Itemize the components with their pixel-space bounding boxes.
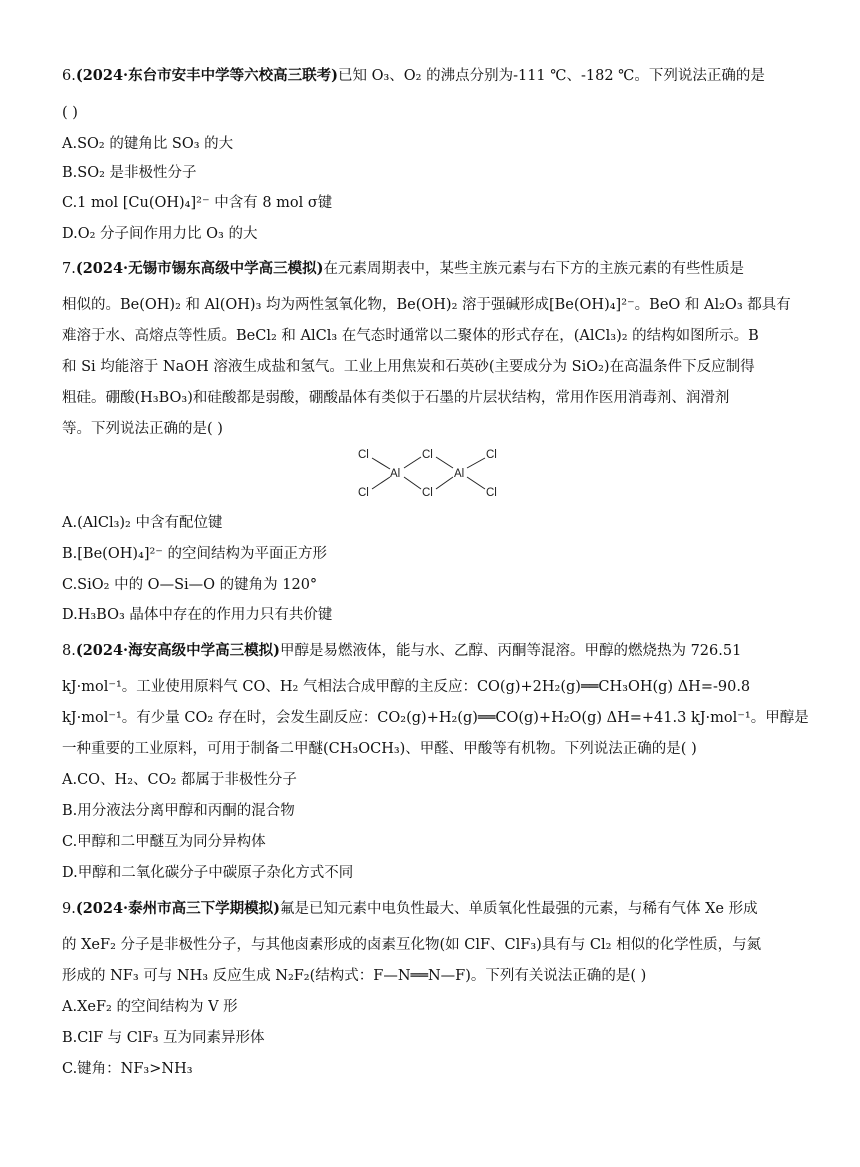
bond-3 [404, 457, 421, 468]
q9-stem-line-1 [62, 899, 758, 919]
q8-option-d: D.甲醇和二氧化碳分子中碳原子杂化方式不同 [62, 865, 354, 881]
diagram-cl-bottom-left: Cl [358, 487, 369, 499]
q7-stem-line-1 [62, 259, 744, 279]
q7-source: (2024·无锡市锡东高级中学高三模拟) [75, 260, 324, 277]
bond-4 [404, 477, 421, 489]
q6-stem [62, 66, 765, 86]
q8-source: (2024·海安高级中学高三模拟) [75, 642, 280, 659]
q7-stem-line-3: 难溶于水、高熔点等性质。BeCl₂ 和 AlCl₃ 在气态时通常以二聚体的形式存在，(AlCl₃)₂ 的结构如图所示。B [62, 328, 759, 344]
q8-stem-line-1 [62, 641, 741, 661]
q8-option-b: B.用分液法分离甲醇和丙酮的混合物 [62, 803, 295, 819]
q9-option-b: B.ClF 与 ClF₃ 互为同素异形体 [62, 1030, 265, 1046]
q7-stem-line-4: 和 Si 均能溶于 NaOH 溶液生成盐和氢气。工业上用焦炭和石英砂(主要成分为 SiO₂)在高温条件下反应制得 [62, 359, 755, 375]
bond-5 [436, 457, 453, 468]
q7-stem-line-6: 等。下列说法正确的是( ) [62, 421, 223, 437]
q7-option-c: C.SiO₂ 中的 O—Si—O 的键角为 120° [62, 577, 318, 593]
q6-stem-text: 已知 O₃、O₂ 的沸点分别为-111 ℃、-182 ℃。下列说法正确的是 [337, 68, 765, 84]
q7-option-a: A.(AlCl₃)₂ 中含有配位键 [62, 515, 223, 531]
bond-8 [467, 477, 485, 489]
q9-option-a: A.XeF₂ 的空间结构为 V 形 [62, 999, 238, 1015]
q8-text-1: 甲醇是易燃液体，能与水、乙醇、丙酮等混溶。甲醇的燃烧热为 726.51 [279, 643, 742, 659]
q8-stem-line-4: 一种重要的工业原料，可用于制备二甲醚(CH₃OCH₃)、甲醛、甲酸等有机物。下列说法正确的是( ) [62, 741, 697, 757]
q9-option-c: C.键角：NF₃>NH₃ [62, 1061, 193, 1077]
diagram-cl-top-left: Cl [358, 449, 369, 461]
q9-stem-line-2: 的 XeF₂ 分子是非极性分子，与其他卤素形成的卤素互化物(如 ClF、ClF₃)具有与 Cl₂ 相似的化学性质，与氮 [62, 937, 762, 953]
q8-number: 8. [62, 643, 76, 659]
diagram-cl-top-bridge: Cl [422, 449, 433, 461]
q6-option-c: C.1 mol [Cu(OH)₄]²⁻ 中含有 8 mol σ键 [62, 195, 333, 211]
q7-stem-line-5: 粗硅。硼酸(H₃BO₃)和硅酸都是弱酸，硼酸晶体有类似于石墨的片层状结构，常用作医用消毒剂、润滑剂 [62, 390, 730, 406]
q8-stem-line-3: kJ·mol⁻¹。有少量 CO₂ 存在时，会发生副反应：CO₂(g)+H₂(g)══CO(g)+H₂O(g) ΔH=+41.3 kJ·mol⁻¹。甲醇是 [62, 710, 809, 726]
q8-option-c: C.甲醇和二甲醚互为同分异构体 [62, 834, 266, 850]
q8-option-a: A.CO、H₂、CO₂ 都属于非极性分子 [62, 772, 297, 788]
diagram-al-right: Al [454, 468, 465, 480]
bond-7 [467, 458, 485, 468]
q6-answer-paren: ( ) [62, 105, 78, 121]
diagram-cl-bottom-bridge: Cl [422, 487, 433, 499]
q7-option-b: B.[Be(OH)₄]²⁻ 的空间结构为平面正方形 [62, 546, 328, 562]
q7-option-d: D.H₃BO₃ 晶体中存在的作用力只有共价键 [62, 607, 333, 623]
q6-option-b: B.SO₂ 是非极性分子 [62, 165, 197, 181]
q6-number: 6. [62, 68, 76, 84]
q6-source: (2024·东台市安丰中学等六校高三联考) [75, 67, 338, 84]
q6-option-a: A.SO₂ 的键角比 SO₃ 的大 [62, 136, 234, 152]
q9-source: (2024·泰州市高三下学期模拟) [75, 900, 280, 917]
bond-1 [372, 458, 390, 469]
q9-number: 9. [62, 901, 76, 917]
diagram-cl-top-right: Cl [486, 449, 497, 461]
diagram-al-left: Al [390, 468, 401, 480]
q7-text-1: 在元素周期表中，某些主族元素与右下方的主族元素的有些性质是 [323, 261, 744, 277]
bond-2 [372, 477, 390, 489]
q6-option-d: D.O₂ 分子间作用力比 O₃ 的大 [62, 226, 258, 242]
q8-stem-line-2: kJ·mol⁻¹。工业使用原料气 CO、H₂ 气相法合成甲醇的主反应：CO(g)+2H₂(g)══CH₃OH(g) ΔH=-90.8 [62, 679, 751, 695]
alcl3-dimer-structure-diagram [352, 446, 512, 504]
q9-text-1: 氟是已知元素中电负性最大、单质氧化性最强的元素，与稀有气体 Xe 形成 [279, 901, 758, 917]
q7-number: 7. [62, 261, 76, 277]
q7-stem-line-2: 相似的。Be(OH)₂ 和 Al(OH)₃ 均为两性氢氧化物，Be(OH)₂ 溶于强碱形成[Be(OH)₄]²⁻。BeO 和 Al₂O₃ 都具有 [62, 297, 791, 313]
q9-stem-line-3: 形成的 NF₃ 可与 NH₃ 反应生成 N₂F₂(结构式：F—N══N—F)。下列有关说法正确的是( ) [62, 968, 647, 984]
bond-6 [436, 477, 453, 489]
diagram-cl-bottom-right: Cl [486, 487, 497, 499]
